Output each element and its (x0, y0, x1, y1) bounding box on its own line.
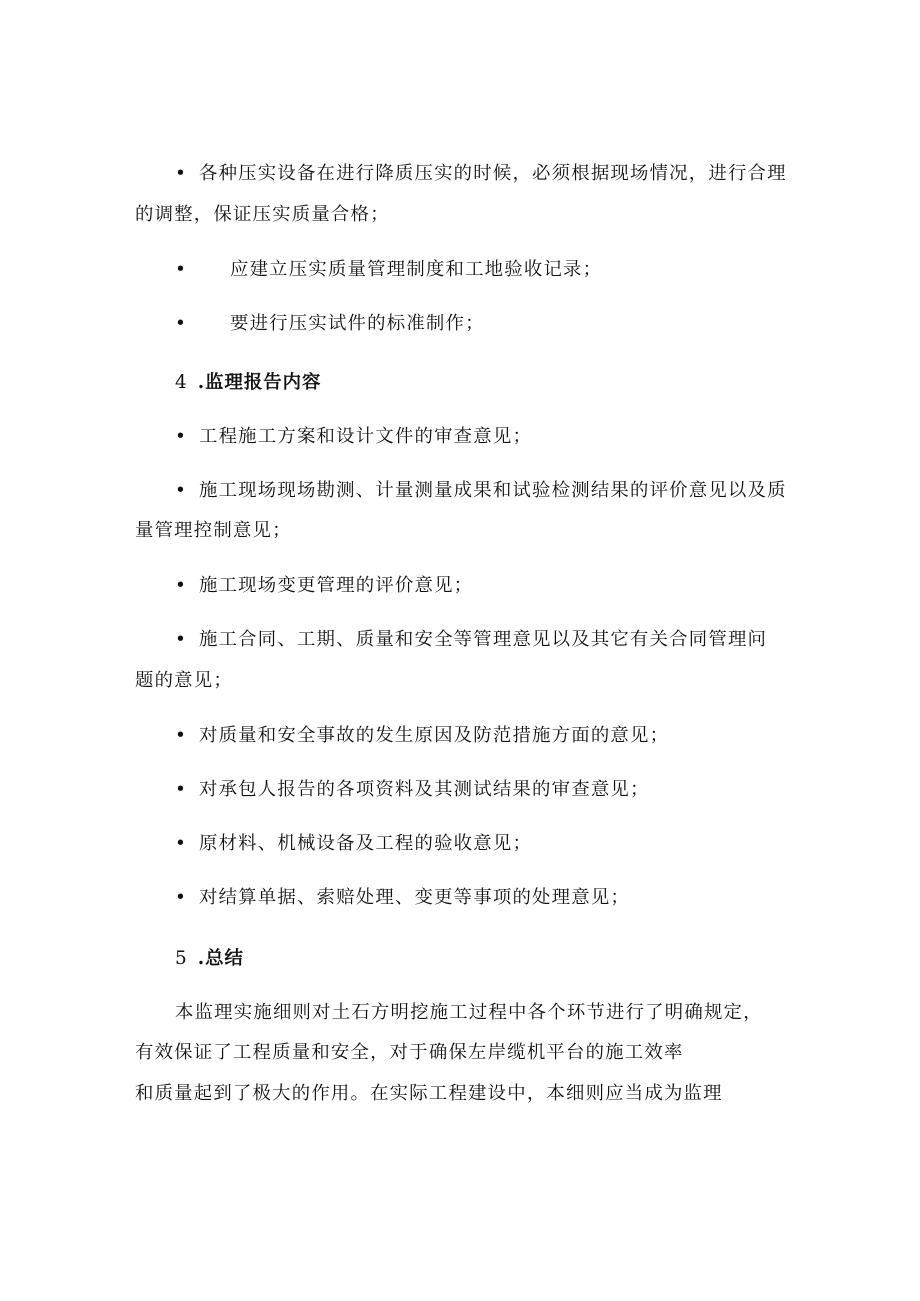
list-item-continuation: 的调整，保证压实质量合格； (135, 204, 390, 225)
list-item-text: 施工现场变更管理的评价意见； (199, 575, 474, 596)
list-item-continuation: 题的意见； (135, 670, 233, 691)
list-item (175, 425, 532, 449)
list-item (175, 778, 650, 802)
list-item (175, 479, 787, 503)
section-heading (175, 371, 321, 395)
list-item (175, 312, 485, 336)
list-item-text: 施工现场现场勘测、计量测量成果和试验检测结果的评价意见以及质 (199, 480, 787, 501)
list-item-text: 要进行压实试件的标准制作； (230, 313, 485, 334)
list-item (175, 832, 532, 856)
list-item (175, 162, 787, 186)
list-item (175, 574, 473, 598)
bullet-icon: • (175, 426, 188, 447)
bullet-icon: • (175, 725, 188, 746)
paragraph-line: 本监理实施细则对土石方明挖施工过程中各个环节进行了明确规定， (175, 1002, 763, 1023)
section-title: .监理报告内容 (197, 372, 322, 393)
list-item (175, 258, 602, 282)
bullet-icon: • (175, 887, 188, 908)
list-item-text: 工程施工方案和设计文件的审查意见； (199, 426, 533, 447)
paragraph-line: 有效保证了工程质量和安全，对于确保左岸缆机平台的施工效率 (135, 1042, 684, 1063)
list-item-text: 对承包人报告的各项资料及其测试结果的审查意见； (199, 779, 650, 800)
list-item (175, 628, 767, 652)
list-item-continuation: 量管理控制意见； (135, 520, 292, 541)
list-item-text: 对结算单据、索赔处理、变更等事项的处理意见； (199, 887, 630, 908)
section-number: 5 (175, 948, 188, 969)
list-item (175, 886, 630, 910)
list-item-text: 原材料、机械设备及工程的验收意见； (199, 833, 533, 854)
bullet-icon: • (175, 313, 188, 334)
bullet-icon: • (175, 833, 188, 854)
section-heading (175, 947, 244, 971)
bullet-icon: • (175, 480, 188, 501)
section-number: 4 (175, 372, 188, 393)
bullet-icon: • (175, 259, 188, 280)
bullet-icon: • (175, 779, 188, 800)
section-title: .总结 (197, 948, 244, 969)
list-item-text: 对质量和安全事故的发生原因及防范措施方面的意见； (199, 725, 670, 746)
list-item (175, 724, 669, 748)
bullet-icon: • (175, 575, 188, 596)
bullet-icon: • (175, 629, 188, 650)
paragraph-line: 和质量起到了极大的作用。在实际工程建设中，本细则应当成为监理 (135, 1083, 723, 1104)
list-item-text: 施工合同、工期、质量和安全等管理意见以及其它有关合同管理问 (199, 629, 768, 650)
list-item-text: 各种压实设备在进行降质压实的时候，必须根据现场情况，进行合理 (199, 163, 787, 184)
list-item-text: 应建立压实质量管理制度和工地验收记录； (230, 259, 603, 280)
bullet-icon: • (175, 163, 188, 184)
